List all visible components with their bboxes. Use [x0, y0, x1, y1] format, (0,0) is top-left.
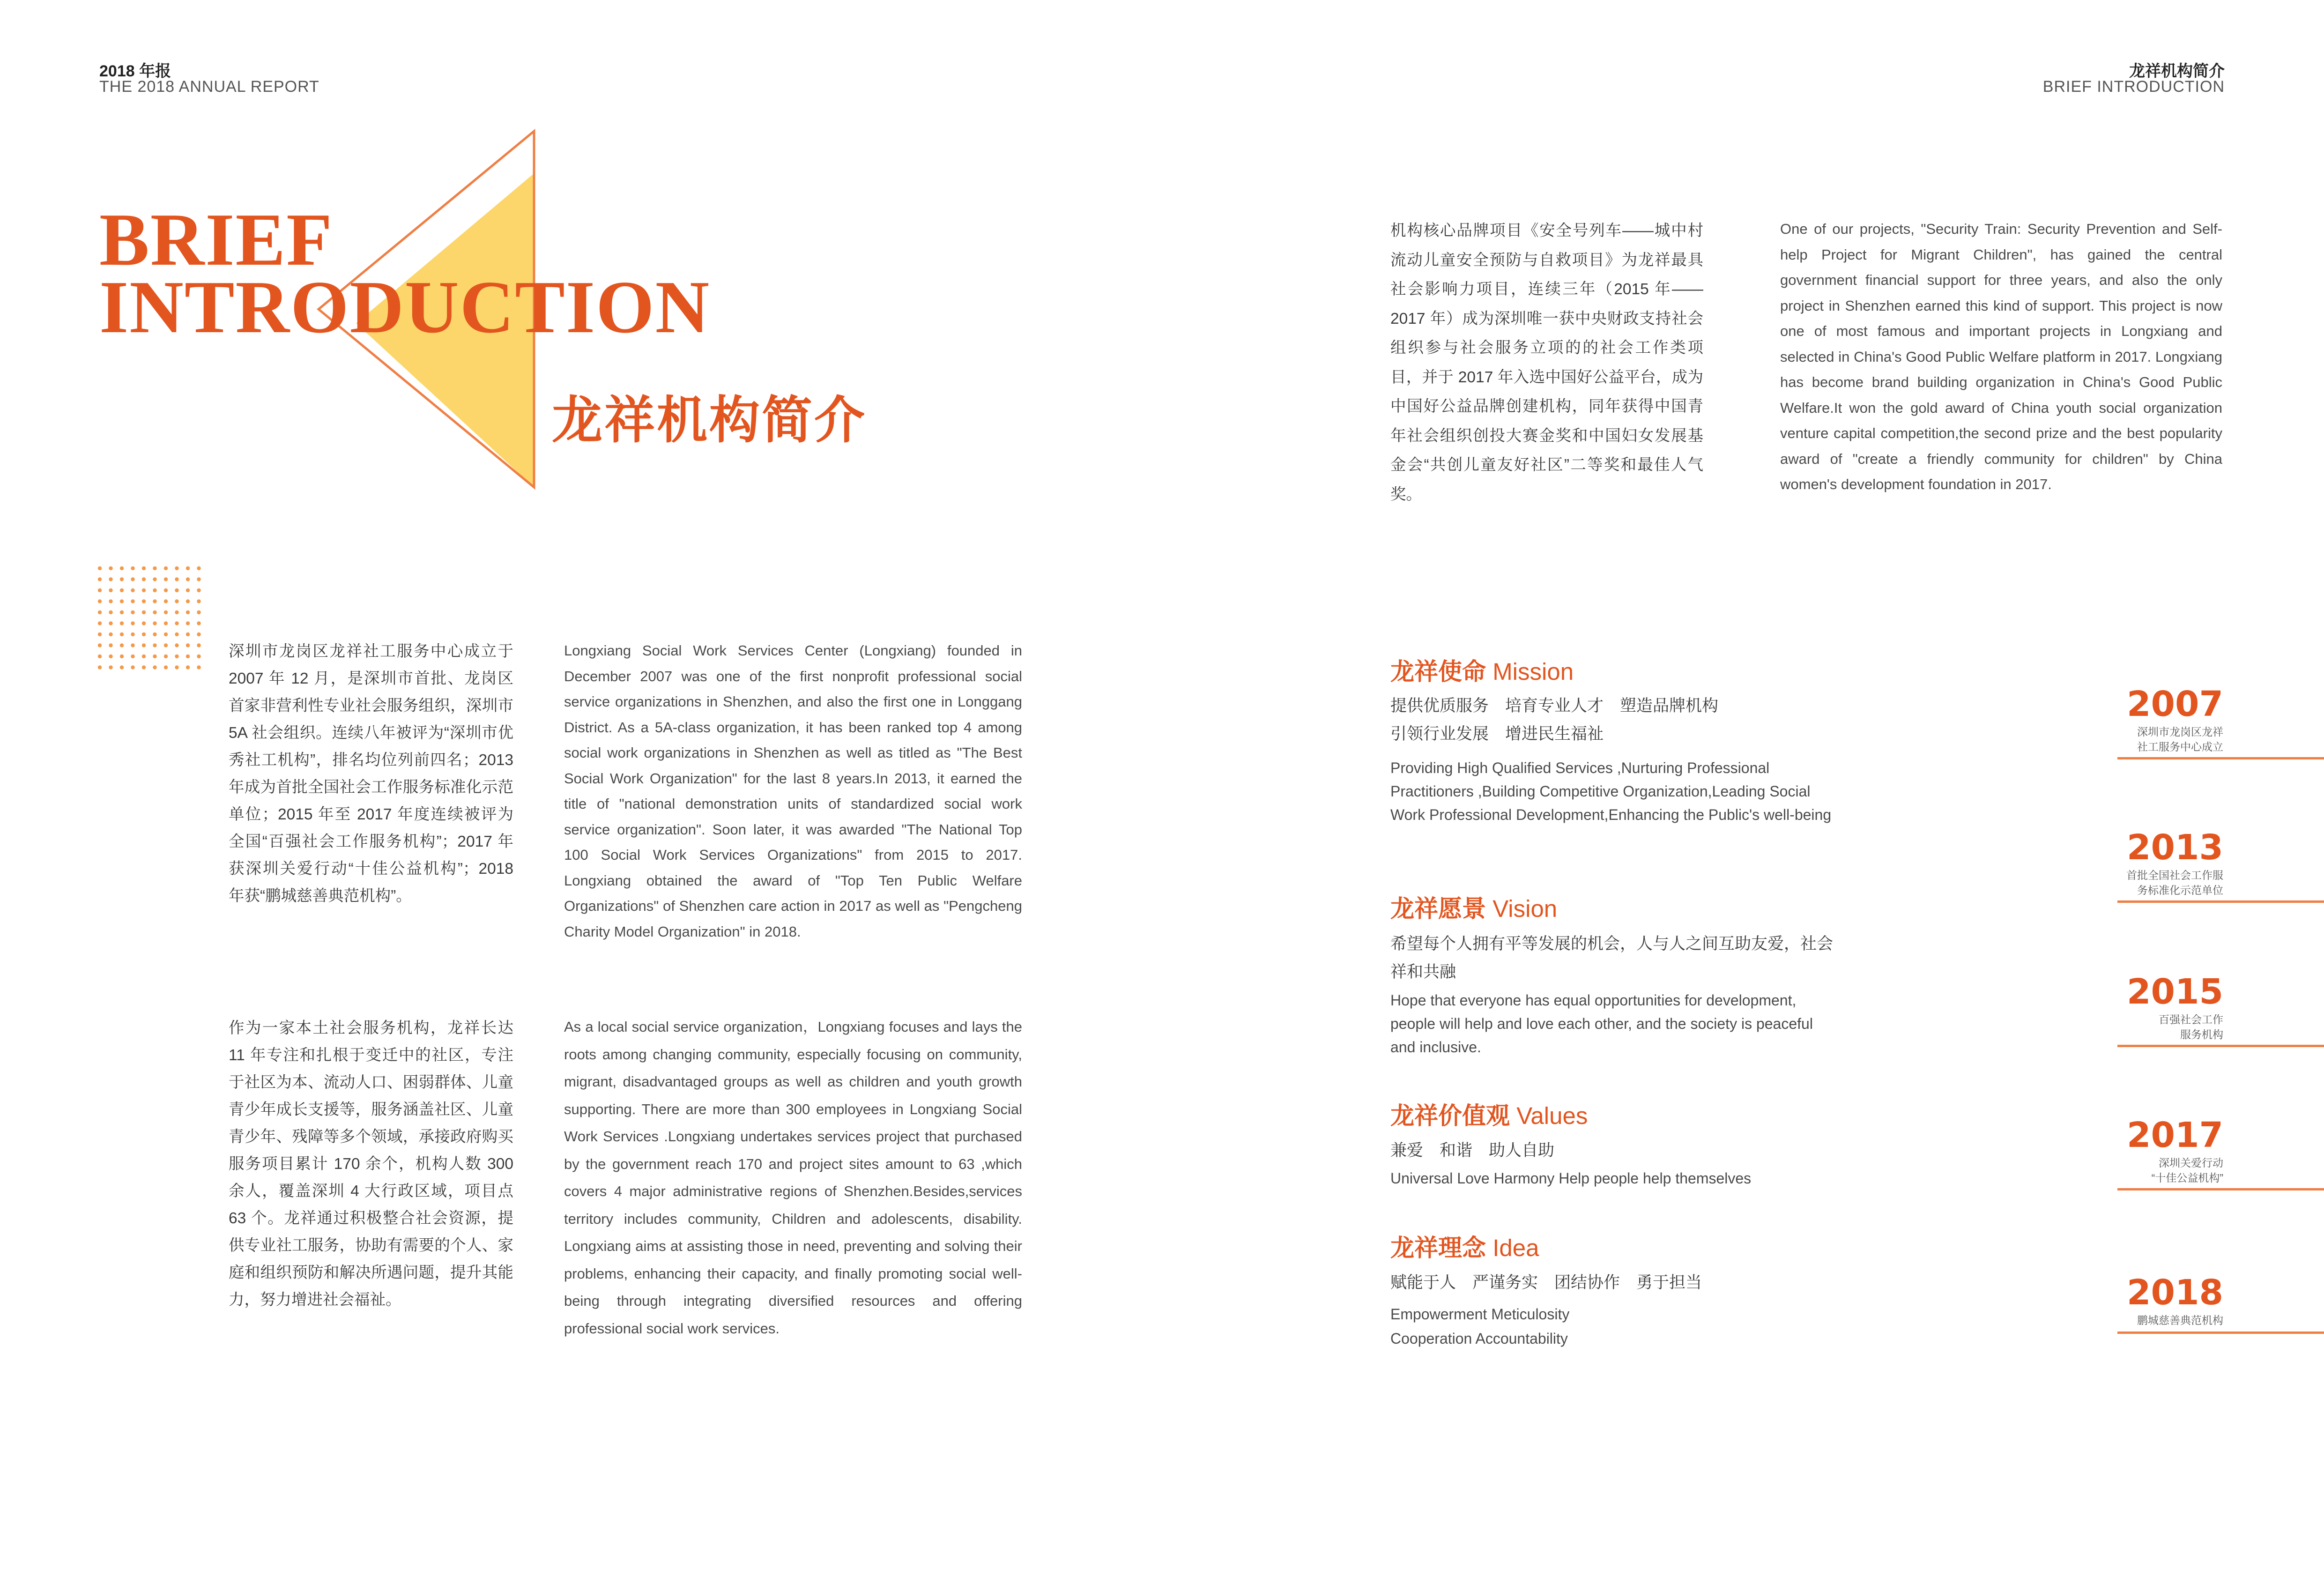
intro-cn-paragraph-1: 深圳市龙岗区龙祥社工服务中心成立于 2007 年 12 月，是深圳市首批、龙岗区首家非营利性专业社会服务组织，深圳市 5A 社会组织。连续八年被评为“深圳市优秀社工机构”，排名均位列前四名；2013 年成为首批全国社会工作服务标准化示范单位；2015 年至 2017 年度连续被评为全国“百强社会工作服务机构”；2017 年获深圳关爱行动“十佳公益机构”；2018 年获“鹏城慈善典范机构”。: [229, 643, 513, 905]
dot: [197, 643, 200, 647]
dot: [175, 588, 178, 592]
timeline-note: 服务机构: [2180, 1028, 2223, 1041]
dot: [109, 588, 112, 592]
dot: [109, 566, 112, 570]
dot: [164, 599, 168, 603]
dot: [164, 588, 168, 592]
timeline-rule: [2117, 1332, 2324, 1334]
dot: [98, 665, 102, 669]
dot: [175, 665, 178, 669]
dot: [142, 621, 146, 625]
dot: [164, 577, 168, 581]
timeline-item: [2117, 1272, 2324, 1334]
dot: [186, 577, 190, 581]
header-section-title-cn: 龙祥机构简介: [2129, 62, 2225, 80]
dot: [142, 566, 146, 570]
dot: [142, 599, 146, 603]
dot: [98, 566, 102, 570]
values-heading-en: Values: [1516, 1102, 1588, 1129]
dot: [120, 665, 124, 669]
dot: [131, 643, 134, 647]
dot: [131, 577, 134, 581]
dot: [98, 610, 102, 614]
timeline-note: 鹏城慈善典范机构: [2137, 1314, 2223, 1326]
idea-en-line2: Cooperation Accountability: [1390, 1330, 1568, 1347]
mission-heading-en: Mission: [1492, 658, 1574, 685]
dot: [153, 632, 156, 636]
dot: [186, 655, 190, 658]
dot: [164, 632, 168, 636]
timeline-rule: [2117, 1045, 2324, 1047]
dot: [120, 599, 124, 603]
timeline-note: 百强社会工作: [2159, 1013, 2223, 1026]
vision-heading-en: Vision: [1492, 895, 1558, 922]
brand-project-cn: 机构核心品牌项目《安全号列车——城中村流动儿童安全预防与自救项目》为龙祥最具社会影响力项目，连续三年（2015 年——2017 年）成为深圳唯一获中央财政支持社会组织参与社会服务立项的的社会工作类项目，并于 2017 年入选中国好公益平台，成为中国好公益品牌创建机构，同年获得中国青年社会组织创投大赛金奖和中国妇女发展基金会“共创儿童友好社区”二等奖和最佳人气奖。: [1390, 222, 1703, 503]
timeline-note: 首批全国社会工作服: [2126, 869, 2223, 881]
page-title-cn: 龙祥机构简介: [552, 391, 867, 450]
dot: [109, 610, 112, 614]
dot: [164, 566, 168, 570]
dot: [109, 655, 112, 658]
page-title-line1: BRIEF: [99, 198, 333, 281]
timeline-year: 2015: [2127, 972, 2223, 1012]
page-title-line2: INTRODUCTION: [99, 265, 711, 349]
timeline-year: 2018: [2127, 1272, 2223, 1313]
dot: [98, 643, 102, 647]
timeline-item: [2117, 827, 2324, 903]
dot: [175, 599, 178, 603]
dot: [197, 588, 200, 592]
dot: [131, 588, 134, 592]
dot: [131, 655, 134, 658]
idea-heading-cn: 龙祥理念: [1390, 1235, 1486, 1261]
idea-heading-en: Idea: [1492, 1235, 1539, 1261]
dot: [164, 610, 168, 614]
timeline-item: [2117, 1115, 2324, 1190]
dot: [186, 665, 190, 669]
timeline-year: 2017: [2127, 1115, 2223, 1155]
intro-cn-paragraph-2: 作为一家本土社会服务机构，龙祥长达 11 年专注和扎根于变迁中的社区，专注于社区为本、流动人口、困弱群体、儿童青少年成长支援等，服务涵盖社区、儿童青少年、残障等多个领域，承接政府购买服务项目累计 170 余个，机构人数 300 余人，覆盖深圳 4 大行政区域，项目点 63 个。龙祥通过积极整合社会资源，提供专业社工服务，协助有需要的个人、家庭和组织预防和解决所遇问题，提升其能力，努力增进社会福祉。: [229, 1019, 513, 1309]
dot: [164, 655, 168, 658]
dot: [153, 655, 156, 658]
dot: [109, 599, 112, 603]
mission-en: Providing High Qualified Services ,Nurturing Professional Practitioners ,Building Competitive Organization,Leading Social Work Professional Development,Enhancing the Public's well-being: [1390, 759, 1832, 823]
dot: [186, 643, 190, 647]
dot: [153, 566, 156, 570]
dot: [142, 655, 146, 658]
dot: [153, 577, 156, 581]
dot: [197, 621, 200, 625]
dot: [120, 643, 124, 647]
dot: [175, 621, 178, 625]
dot: [120, 566, 124, 570]
dot: [164, 621, 168, 625]
dot: [120, 632, 124, 636]
dot: [98, 577, 102, 581]
dot: [109, 665, 112, 669]
values-en: Universal Love Harmony Help people help themselves: [1390, 1170, 1752, 1187]
vision-en: Hope that everyone has equal opportunities for development, people will help and love each other, and the society is peaceful and inclusive.: [1390, 992, 1813, 1056]
values-heading-cn: 龙祥价值观: [1390, 1102, 1510, 1129]
timeline-item: [2117, 684, 2324, 759]
dot: [98, 655, 102, 658]
dot-grid-decoration: [96, 565, 208, 677]
vision-heading-cn: 龙祥愿景: [1390, 895, 1486, 922]
values-heading: [1390, 1096, 1588, 1131]
dot: [153, 610, 156, 614]
dot: [142, 588, 146, 592]
mission-cn-line1: 提供优质服务 培育专业人才 塑造品牌机构: [1390, 697, 1719, 715]
dot: [109, 621, 112, 625]
dot: [186, 610, 190, 614]
dot: [131, 621, 134, 625]
dot: [153, 599, 156, 603]
mission-heading: [1390, 652, 1574, 687]
dot: [175, 577, 178, 581]
mission-cn-line2: 引领行业发展 增进民生福祉: [1390, 725, 1604, 743]
values-cn: 兼爱 和谐 助人自助: [1390, 1141, 1555, 1160]
dot: [197, 632, 200, 636]
dot: [197, 655, 200, 658]
dot: [131, 566, 134, 570]
dot: [109, 643, 112, 647]
dot: [186, 632, 190, 636]
dot: [153, 588, 156, 592]
dot: [120, 655, 124, 658]
dot: [98, 621, 102, 625]
idea-en-line1: Empowerment Meticulosity: [1390, 1306, 1570, 1323]
header-report-title-en: THE 2018 ANNUAL REPORT: [99, 78, 319, 96]
dot: [197, 599, 200, 603]
dot: [175, 655, 178, 658]
dot: [164, 665, 168, 669]
dot: [131, 610, 134, 614]
dot: [186, 621, 190, 625]
dot: [186, 566, 190, 570]
dot: [142, 610, 146, 614]
dot: [98, 588, 102, 592]
brand-project-en: One of our projects, "Security Train: Security Prevention and Self-help Project for Migrant Children", has gained the central government financial support for three years, and also the only project in Shenzhen earned this kind of support. This project is now one of most famous and important projects in Longxiang and selected in China's Good Public Welfare platform in 2017. Longxiang has become brand building organization in China's Good Public Welfare.It won the gold award of China youth social organization venture capital competition,the second prize and the best popularity award of "create a friendly community for children" by China women's development foundation in 2017.: [1780, 221, 2222, 492]
dot: [197, 566, 200, 570]
dot: [120, 577, 124, 581]
dot: [197, 577, 200, 581]
timeline-note: 务标准化示范单位: [2137, 884, 2223, 896]
dot: [109, 632, 112, 636]
idea-heading: [1390, 1228, 1539, 1263]
dot: [142, 665, 146, 669]
header-section-title-en: BRIEF INTRODUCTION: [2042, 78, 2225, 96]
intro-en-paragraph-2: As a local social service organization，Longxiang focuses and lays the roots among changing community, especially focusing on community, migrant, disadvantaged groups as well as children and youth growth supporting. There are more than 300 employees in Longxiang Social Work Services .Longxiang undertakes services project that purchased by the government reach 170 and project sites amount to 63 ,which covers 4 major administrative regions of Shenzhen.Besides,services territory includes community, Children and adolescents, disability. Longxiang aims at assisting those in need, preventing and solving their problems, enhancing their capacity, and finally promoting social well-being through integrating diversified resources and offering professional social work services.: [564, 1019, 1022, 1337]
timeline-note: 深圳市龙岗区龙祥: [2137, 726, 2223, 738]
idea-cn: 赋能于人 严谨务实 团结协作 勇于担当: [1390, 1273, 1702, 1292]
timeline-item: [2117, 972, 2324, 1047]
dot: [120, 610, 124, 614]
timeline-rule: [2117, 900, 2324, 903]
dot: [175, 643, 178, 647]
intro-en-paragraph-1: Longxiang Social Work Services Center (Longxiang) founded in December 2007 was one of the first nonprofit professional social service organizations in Shenzhen, and also the first one in Longgang District. As a 5A-class organization, it has been ranked top 4 among social work organizations in Shenzhen as well as titled as "The Best Social Work Organization" for the last 8 years.In 2013, it earned the title of "national demonstration units of standardized social work service organization". Soon later, it was awarded "The National Top 100 Social Work Services Organizations" from 2015 to 2017. Longxiang obtained the award of "Top Ten Public Welfare Organizations" of Shenzhen care action in 2017 as well as "Pengcheng Charity Model Organization" in 2018.: [564, 642, 1022, 940]
dot: [120, 588, 124, 592]
dot: [186, 588, 190, 592]
dot: [153, 621, 156, 625]
timeline-year: 2013: [2127, 827, 2223, 868]
timeline-year: 2007: [2127, 684, 2223, 724]
dot: [197, 610, 200, 614]
dot: [98, 632, 102, 636]
vision-cn: 希望每个人拥有平等发展的机会，人与人之间互助友爱，社会祥和共融: [1390, 935, 1834, 981]
timeline-rule: [2117, 1188, 2324, 1190]
dot: [197, 665, 200, 669]
vision-heading: [1390, 889, 1557, 924]
dot: [109, 577, 112, 581]
dot: [131, 632, 134, 636]
timeline-rule: [2117, 757, 2324, 759]
timeline-note: “十佳公益机构”: [2151, 1172, 2223, 1184]
timeline-note: 社工服务中心成立: [2137, 741, 2223, 753]
dot: [153, 665, 156, 669]
dot: [142, 577, 146, 581]
dot: [131, 665, 134, 669]
dot: [98, 599, 102, 603]
dot: [175, 610, 178, 614]
dot: [142, 643, 146, 647]
dot: [175, 566, 178, 570]
dot: [164, 643, 168, 647]
dot: [186, 599, 190, 603]
dot: [120, 621, 124, 625]
header-report-title-cn: 2018 年报: [99, 62, 171, 80]
dot: [142, 632, 146, 636]
timeline-note: 深圳关爱行动: [2159, 1157, 2223, 1169]
mission-heading-cn: 龙祥使命: [1390, 658, 1486, 685]
dot: [153, 643, 156, 647]
dot: [131, 599, 134, 603]
dot: [175, 632, 178, 636]
